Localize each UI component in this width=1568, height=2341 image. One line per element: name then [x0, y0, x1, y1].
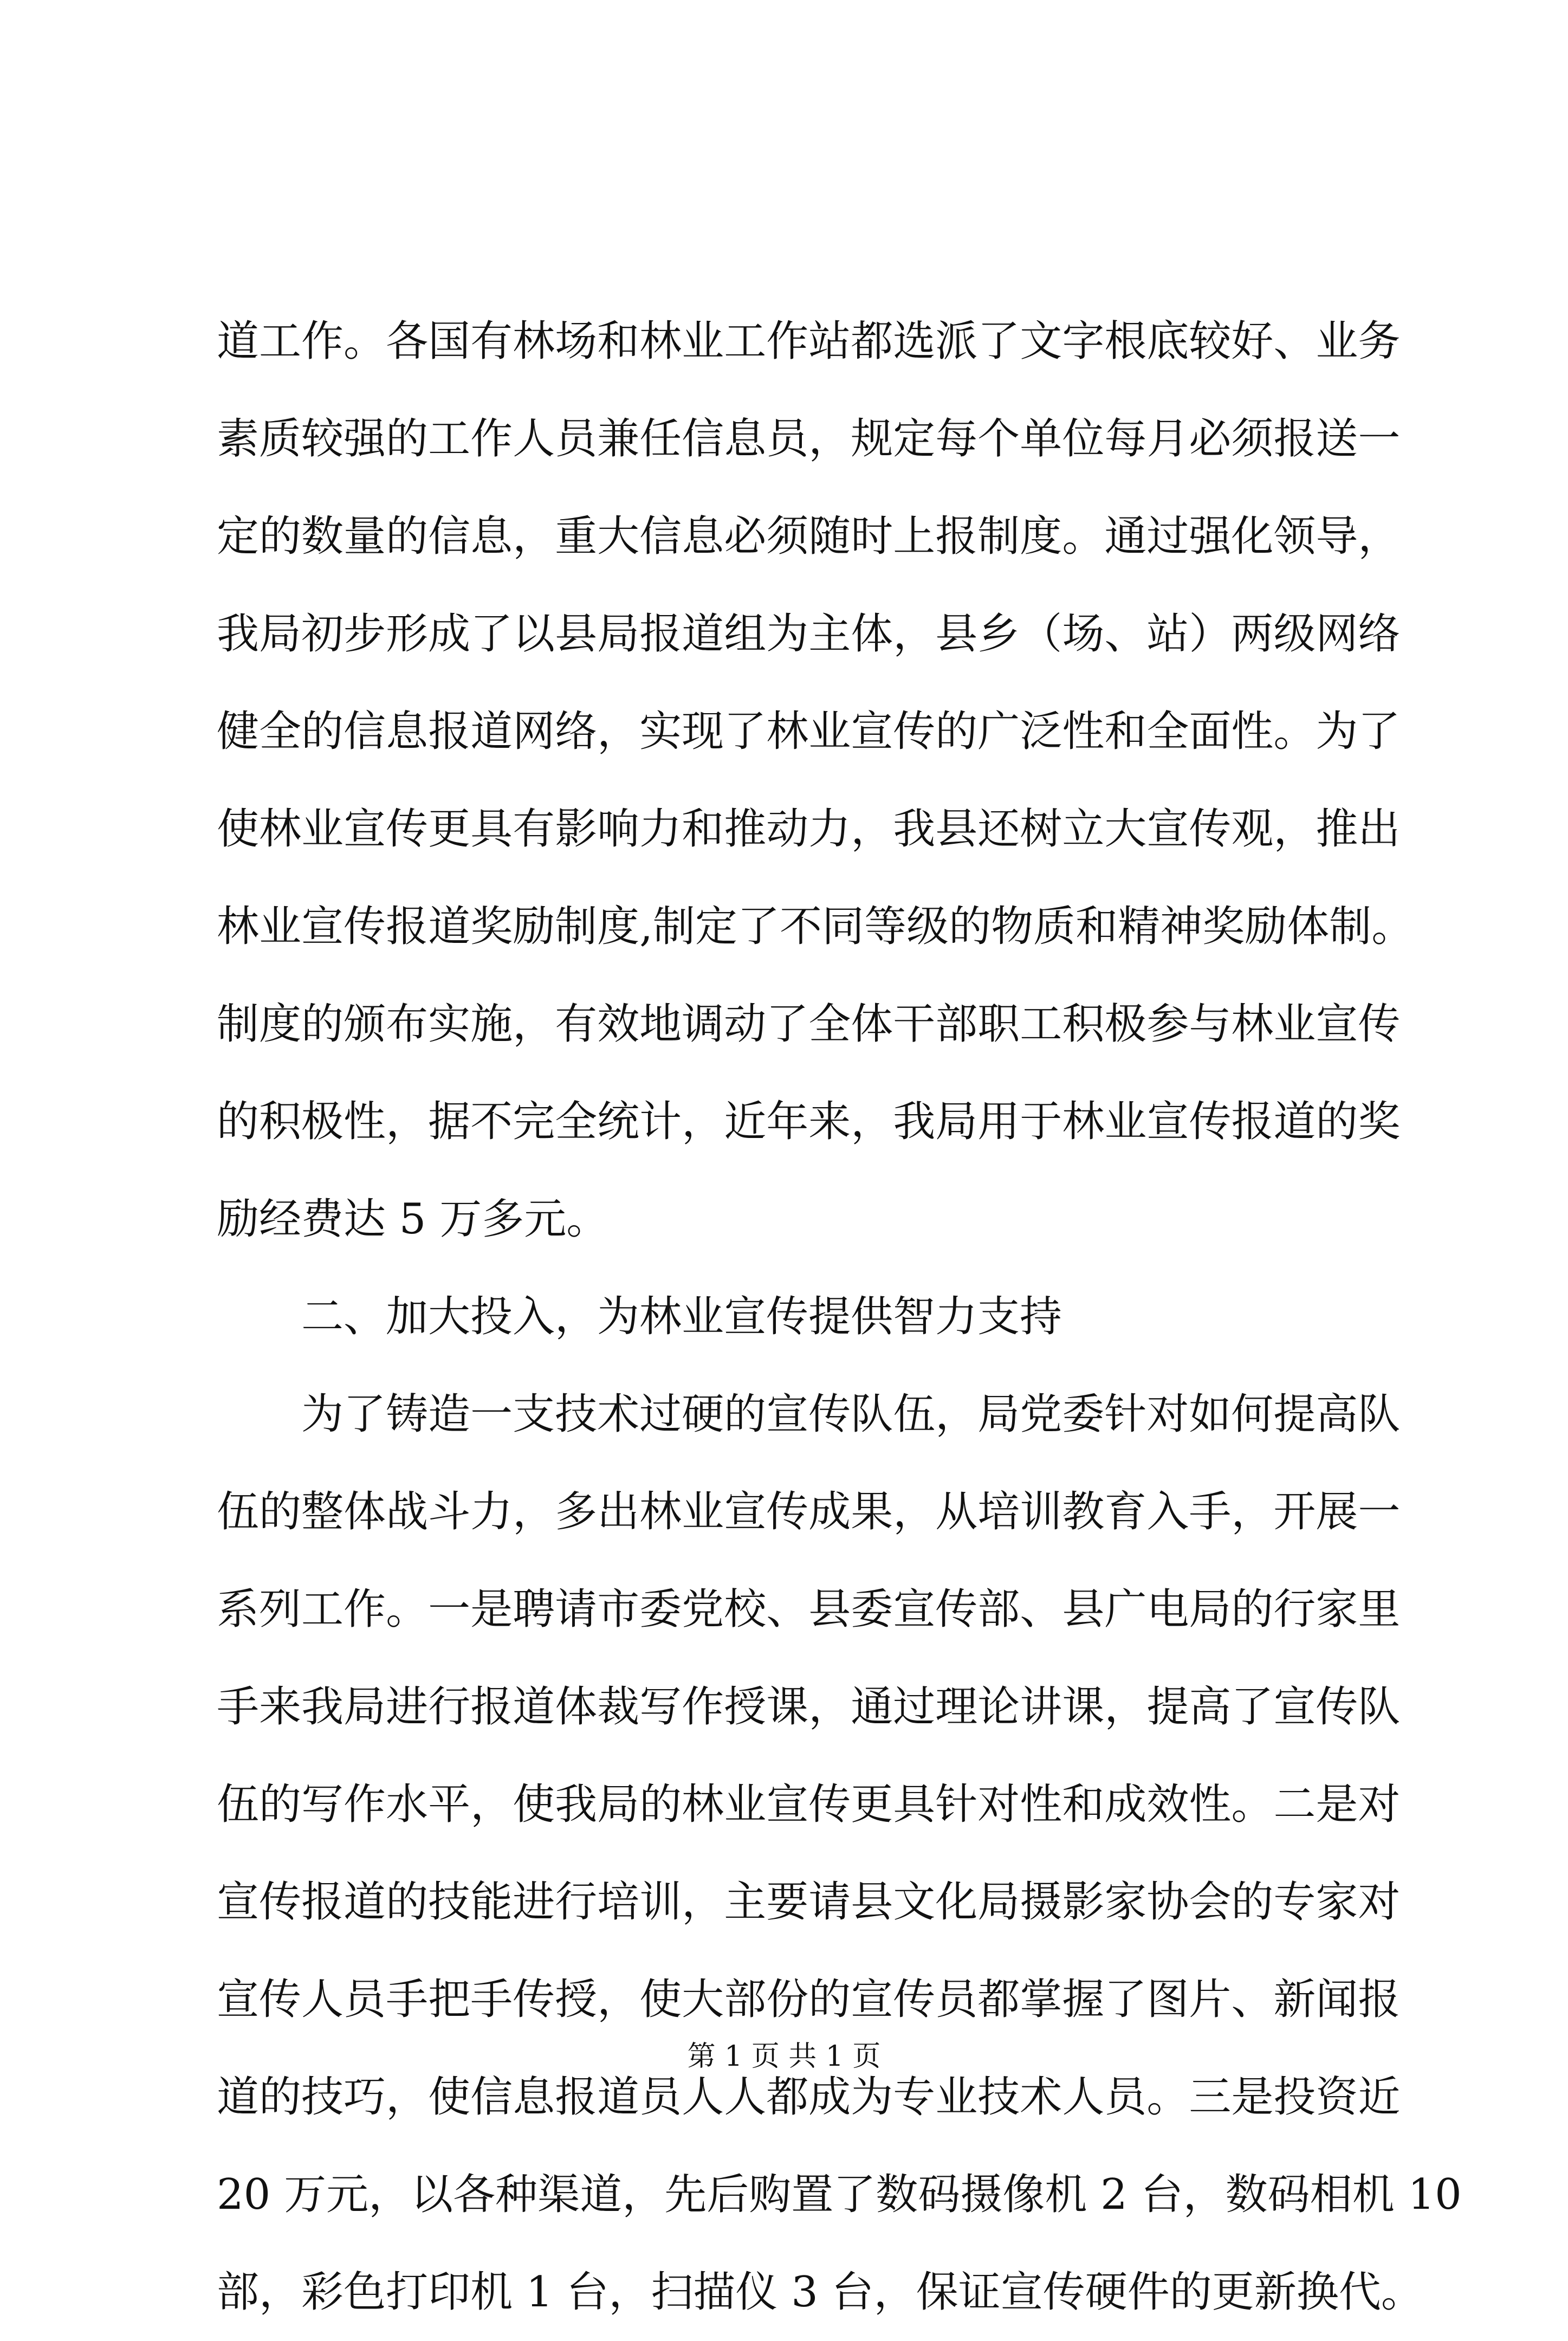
text-line-14: 系 列 工 作 。 一 是 聘 请 市 委 党 校 、 县 委 宣 传 部 、 县 广 电 局 的 行 家 里	[217, 1585, 1401, 1634]
section-heading: 二、加大投入，为林业宣传提供智力支持	[301, 1292, 1062, 1341]
text-line-16: 伍 的 写 作 水 平 ， 使 我 局 的 林 业 宣 传 更 具 针 对 性 和 成 效 性 。 二 是 对	[217, 1780, 1401, 1829]
text-line-21: 部 ， 彩 色 打 印 机 1 台 ， 扫 描 仪 3 台 ， 保 证 宣 传 硬 件 的 更 新 换 代 。	[217, 2268, 1423, 2317]
text-line-2: 素 质 较 强 的 工 作 人 员 兼 任 信 息 员 ， 规 定 每 个 单 位 每 月 必 须 报 送 一	[217, 415, 1401, 463]
text-line-18: 宣 传 人 员 手 把 手 传 授 ， 使 大 部 份 的 宣 传 员 都 掌 握 了 图 片 、 新 闻 报	[217, 1975, 1401, 2024]
text-line-13: 伍 的 整 体 战 斗 力 ， 多 出 林 业 宣 传 成 果 ， 从 培 训 教 育 入 手 ， 开 展 一	[217, 1488, 1401, 1536]
text-line-5: 健 全 的 信 息 报 道 网 络 ， 实 现 了 林 业 宣 传 的 广 泛 性 和 全 面 性 。 为 了	[217, 707, 1401, 756]
body-text	[217, 293, 1462, 2341]
text-line-4: 我 局 初 步 形 成 了 以 县 局 报 道 组 为 主 体 ， 县 乡 （ 场 、 站 ） 两 级 网 络	[217, 610, 1401, 658]
text-line-19: 道 的 技 巧 ， 使 信 息 报 道 员 人 人 都 成 为 专 业 技 术 人 员 。 三 是 投 资 近	[217, 2073, 1401, 2122]
text-line-7: 林 业 宣 传 报 道 奖 励 制 度 , 制 定 了 不 同 等 级 的 物 质 和 精 神 奖 励 体 制 。	[217, 902, 1414, 951]
text-line-15: 手 来 我 局 进 行 报 道 体 裁 写 作 授 课 ， 通 过 理 论 讲 课 ， 提 高 了 宣 传 队	[217, 1683, 1401, 1731]
page-footer: 第 1 页 共 1 页	[687, 2040, 881, 2073]
text-line-9: 的 积 极 性 ， 据 不 完 全 统 计 ， 近 年 来 ， 我 局 用 于 林 业 宣 传 报 道 的 奖	[217, 1097, 1401, 1146]
text-line-20: 2 0 万 元 ， 以 各 种 渠 道 ， 先 后 购 置 了 数 码 摄 像 机 2 台 ， 数 码 相 机 1 0	[217, 2170, 1462, 2219]
text-line-10: 励经费达 5 万多元。	[217, 1195, 609, 1244]
text-line-12: 为 了 铸 造 一 支 技 术 过 硬 的 宣 传 队 伍 ， 局 党 委 针 对 如 何 提 高 队	[301, 1390, 1401, 1439]
text-line-1: 道 工 作 。 各 国 有 林 场 和 林 业 工 作 站 都 选 派 了 文 字 根 底 较 好 、 业 务	[217, 317, 1401, 366]
text-line-3: 定 的 数 量 的 信 息 ， 重 大 信 息 必 须 随 时 上 报 制 度 。 通 过 强 化 领 导 ，	[217, 512, 1401, 561]
text-line-6: 使 林 业 宣 传 更 具 有 影 响 力 和 推 动 力 ， 我 县 还 树 立 大 宣 传 观 ， 推 出	[217, 805, 1401, 853]
text-line-17: 宣 传 报 道 的 技 能 进 行 培 训 ， 主 要 请 县 文 化 局 摄 影 家 协 会 的 专 家 对	[217, 1878, 1401, 1926]
text-line-8: 制 度 的 颁 布 实 施 ， 有 效 地 调 动 了 全 体 干 部 职 工 积 极 参 与 林 业 宣 传	[217, 1000, 1401, 1049]
